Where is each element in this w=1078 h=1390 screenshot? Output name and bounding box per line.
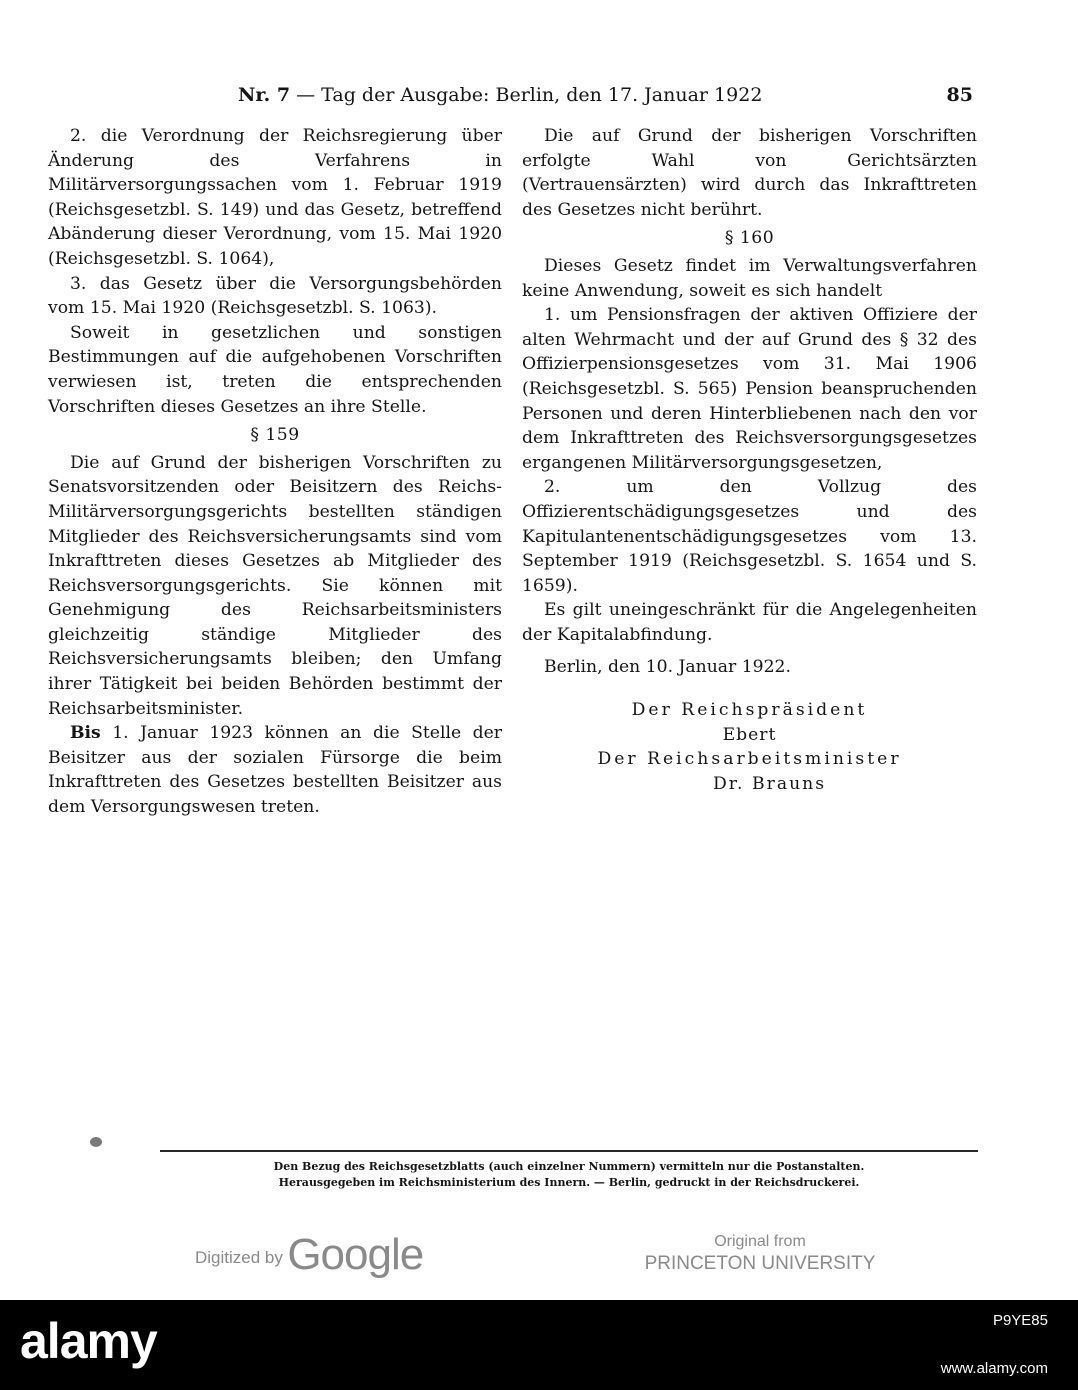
list-item-1: 1. um Pensionsfragen der aktiven Offiziere der alten Wehrmacht und der auf Grund des § 32 des Offizierpensionsgesetzes vom 31. Mai 1906 (Reichsgesetzbl. S. 565) Pension beanspruchenden Personen und deren Hinterbliebenen nach den vor dem Inkrafttreten des Reichsversorgungsgesetzes ergangenen Militärversorgungsgesetzen,: [522, 305, 977, 473]
section-heading-159: § 159: [250, 425, 300, 446]
place-date: Berlin, den 10. Januar 1922.: [544, 657, 791, 678]
right-column: [522, 124, 977, 796]
paragraph-gilt: Es gilt uneingeschränkt für die Angelegenheiten der Kapitalabfindung.: [522, 600, 977, 645]
original-from-watermark: [630, 1232, 890, 1276]
page-number: 85: [946, 84, 973, 106]
digitized-by-watermark: [195, 1230, 423, 1280]
issue-date: — Tag der Ausgabe: Berlin, den 17. Januar 1922: [296, 84, 763, 106]
paragraph-bis-lead: Bis: [70, 723, 101, 744]
paragraph-bis: [48, 721, 502, 819]
page-header: [238, 84, 973, 114]
digitized-by-label: Digitized by: [195, 1248, 283, 1267]
list-item-2: 2. die Verordnung der Reichsregierung über Änderung des Verfahrens in Militärversorgungssachen vom 1. Februar 1919 (Reichsgesetzbl. S. 149) und das Gesetz, betreffend Abänderung dieser Verordnung, vom 15. Mai 1920 (Reichsgesetzbl. S. 1064),: [48, 126, 502, 269]
ink-spot: [90, 1137, 102, 1147]
footer-rule: [160, 1150, 978, 1152]
list-item-2: 2. um den Vollzug des Offizierentschädigungsgesetzes und des Kapitulantenentschädigungsgesetzes vom 13. September 1919 (Reichsgesetzbl. S. 1654 und S. 1659).: [522, 477, 977, 596]
google-logo: Google: [287, 1230, 424, 1279]
paragraph-top: Die auf Grund der bisherigen Vorschriften erfolgte Wahl von Gerichtsärzten (Vertrauensärzten) wird durch das Inkrafttreten des Gesetzes nicht berührt.: [522, 126, 977, 220]
paragraph-soweit: Soweit in gesetzlichen und sonstigen Bestimmungen auf die aufgehobenen Vorschriften verwiesen ist, treten die entsprechenden Vorschriften dieses Gesetzes an ihre Stelle.: [48, 322, 502, 417]
footer-line-2: Herausgegeben im Reichsministerium des Innern. — Berlin, gedruckt in der Reichsdruckerei.: [278, 1176, 860, 1189]
signature-name-president: Ebert: [722, 724, 777, 745]
signature-title-minister: Der Reichsarbeitsminister: [597, 749, 902, 770]
issue-number: Nr. 7: [238, 84, 291, 106]
stock-banner: [0, 1300, 1078, 1390]
signature-title-president: Der Reichspräsident: [631, 700, 868, 721]
site-url: www.alamy.com: [940, 1360, 1048, 1377]
institution-label: PRINCETON UNIVERSITY: [644, 1253, 876, 1274]
section-heading-160: § 160: [724, 228, 775, 249]
original-from-label: Original from: [714, 1233, 806, 1250]
list-item-3: 3. das Gesetz über die Versorgungsbehörden vom 15. Mai 1920 (Reichsgesetzbl. S. 1063).: [48, 273, 502, 319]
footer-line-1: Den Bezug des Reichsgesetzblatts (auch einzelner Nummern) vermitteln nur die Postanstalten.: [273, 1160, 865, 1173]
image-id: P9YE85: [992, 1312, 1048, 1329]
alamy-logo: alamy: [20, 1313, 157, 1369]
paragraph-160: Dieses Gesetz findet im Verwaltungsverfahren keine Anwendung, soweit es sich handelt: [522, 255, 977, 301]
paragraph-bis-text: 1. Januar 1923 können an die Stelle der Beisitzer aus der sozialen Fürsorge die beim Inkrafttreten des Gesetzes bestellten Beisitzer aus dem Versorgungswesen treten.: [48, 723, 502, 818]
paragraph-159: Die auf Grund der bisherigen Vorschriften zu Senatsvorsitzenden oder Beisitzern des Reichs-Militärversorgungsgerichts bestellten ständigen Mitglieder des Reichsversicherungsamts sind vom Inkrafttreten dieses Gesetzes ab Mitglieder des Reichsversorgungsgerichts. Sie können mit Genehmigung des Reichsarbeitsministers gleichzeitig ständige Mitglieder des Reichsversicherungsamts bleiben; den Umfang ihrer Tätigkeit bei beiden Behörden bestimmt der Reichsarbeitsminister.: [48, 452, 502, 719]
signature-name-minister: Dr. Brauns: [712, 773, 827, 794]
left-column: [48, 124, 502, 820]
